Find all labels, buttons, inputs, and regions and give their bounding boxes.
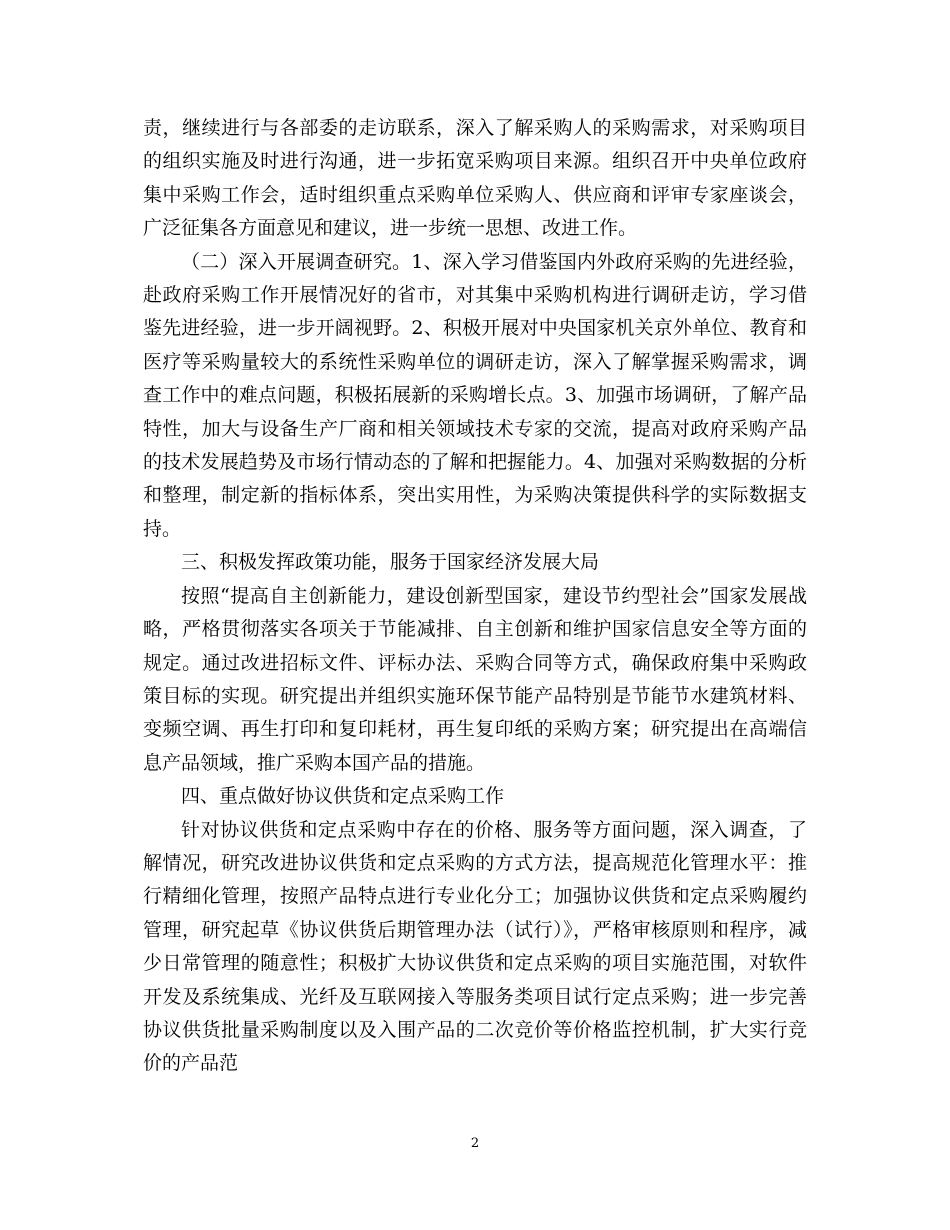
paragraph-4: 按照“提高自主创新能力，建设创新型国家，建设节约型社会”国家发展战略，严格贯彻落实各项关于节能减排、自主创新和维护国家信息安全等方面的规定。通过改进招标文件、评标办法、采购合同等方式，确保政府集中采购政策目标的实现。研究提出并组织实施环保节能产品特别是节能节水建筑材料、变频空调、再生打印和复印耗材，再生复印纸的采购方案；研究提出在高端信息产品领域，推广采购本国产品的措施。 bbox=[143, 584, 807, 774]
section-heading-4: 四、重点做好协议供货和定点采购工作 bbox=[181, 785, 505, 808]
paragraph-2: （二）深入开展调查研究。1、深入学习借鉴国内外政府采购的先进经验，赴政府采购工作开展情况好的省市，对其集中采购机构进行调研走访，学习借鉴先进经验，进一步开阔视野。2、积极开展对中央国家机关京外单位、教育和医疗等采购量较大的系统性采购单位的调研走访，深入了解掌握采购需求，调查工作中的难点问题，积极拓展新的采购增长点。3、加强市场调研，了解产品特性，加大与设备生产厂商和相关领域技术专家的交流，提高对政府采购产品的技术发展趋势及市场行情动态的了解和把握能力。4、加强对采购数据的分析和整理，制定新的指标体系，突出实用性，为采购决策提供科学的实际数据支持。 bbox=[143, 250, 807, 540]
paragraph-1: 责，继续进行与各部委的走访联系，深入了解采购人的采购需求，对采购项目的组织实施及时进行沟通，进一步拓宽采购项目来源。组织召开中央单位政府集中采购工作会，适时组织重点采购单位采购人、供应商和评审专家座谈会，广泛征集各方面意见和建议，进一步统一思想、改进工作。 bbox=[143, 117, 807, 240]
paragraph-6: 针对协议供货和定点采购中存在的价格、服务等方面问题，深入调查，了解情况，研究改进协议供货和定点采购的方式方法，提高规范化管理水平：推行精细化管理，按照产品特点进行专业化分工；加强协议供货和定点采购履约管理，研究起草《协议供货后期管理办法（试行）》，严格审核原则和程序，减少日常管理的随意性；积极扩大协议供货和定点采购的项目实施范围，对软件开发及系统集成、光纤及互联网接入等服务类项目试行定点采购；进一步完善协议供货批量采购制度以及入围产品的二次竞价等价格监控机制，扩大实行竞价的产品范 bbox=[143, 818, 807, 1075]
section-heading-3: 三、积极发挥政策功能，服务于国家经济发展大局 bbox=[181, 551, 600, 574]
page-body bbox=[143, 112, 807, 1081]
page-number: 2 bbox=[470, 1136, 480, 1151]
